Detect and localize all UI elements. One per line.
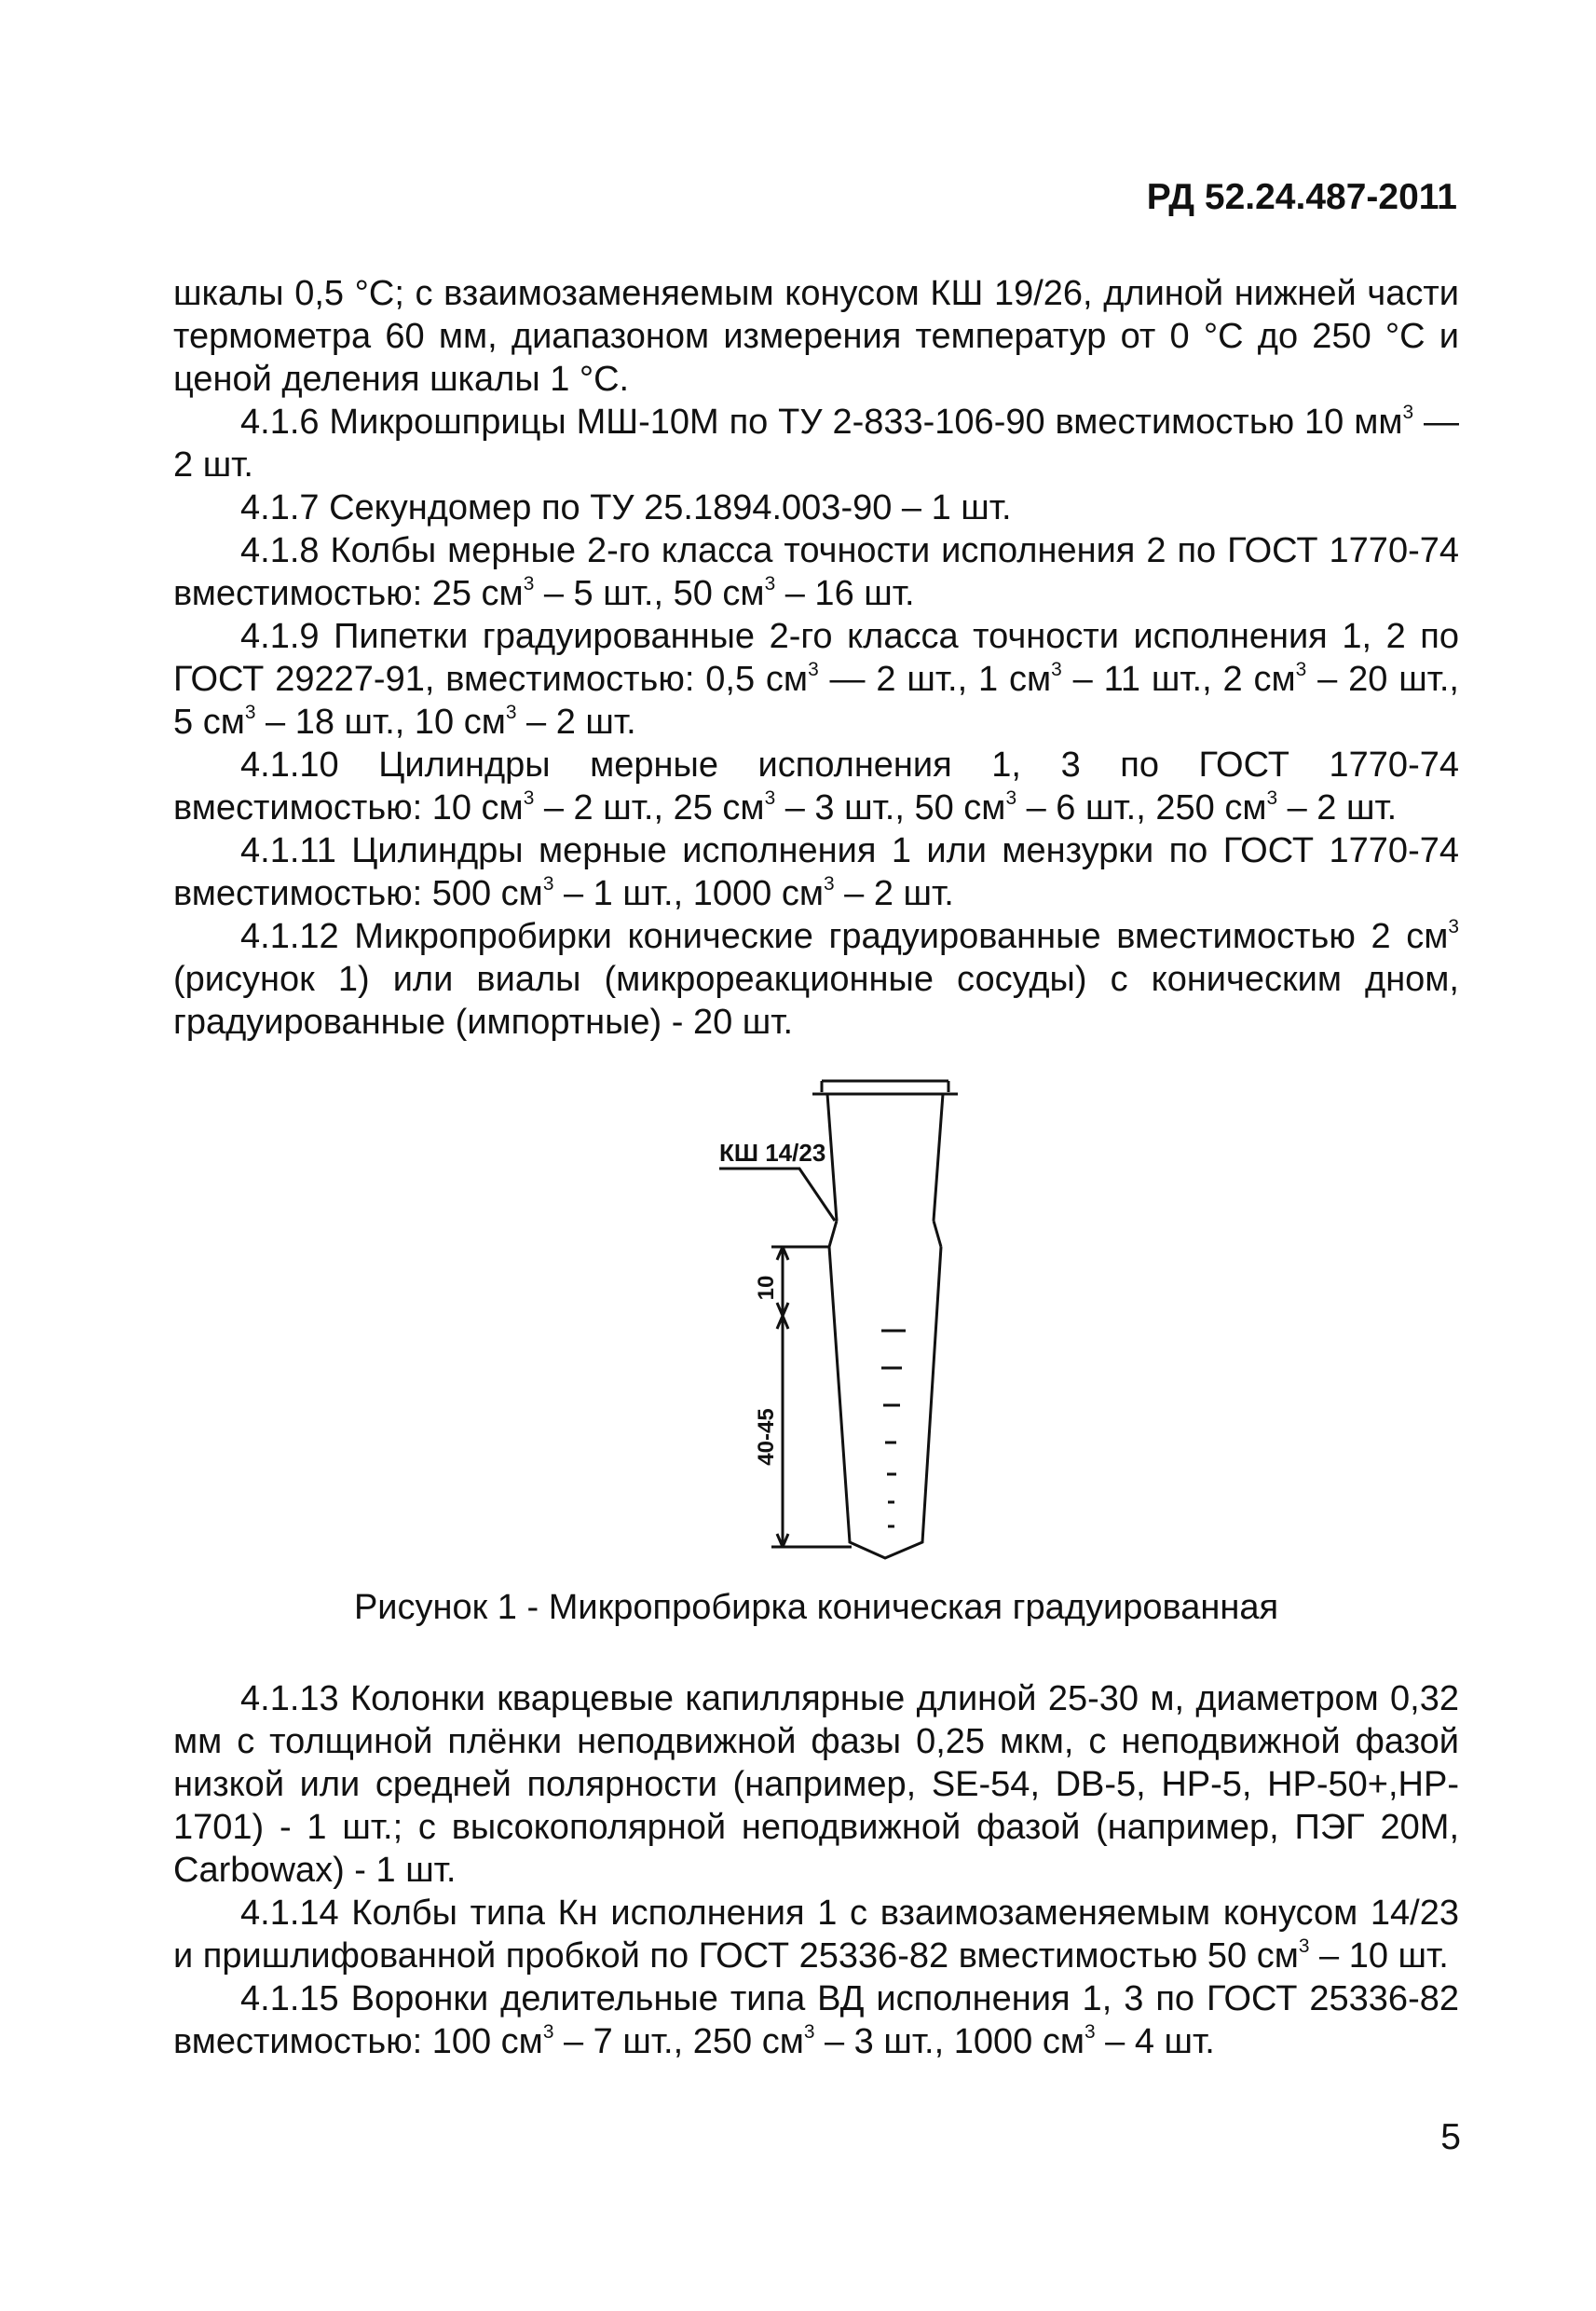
text-block-bottom (173, 1677, 1459, 2063)
tube-joint (827, 1094, 943, 1247)
paragraph-4-1-14: 4.1.14 Колбы типа Кн исполнения 1 с взаимозаменяемым конусом 14/23 и пришлифованной пробкой по ГОСТ 25336-82 вместимостью 50 $см^3 - 10$ шт. (173, 1894, 1459, 1976)
paragraph-4-1-7: 4.1.7 Секундомер по ТУ 25.1894.003-90 – 1 шт. (240, 488, 1012, 527)
text-block-top (173, 272, 1459, 1044)
dimension-bottom-label: 40-45 (754, 1408, 779, 1466)
document-code: РД 52.24.487-2011 (1146, 177, 1457, 217)
cone-label-leader (719, 1169, 835, 1221)
cone-label: КШ 14/23 (719, 1139, 826, 1167)
paragraph-4-1-6: 4.1.6 Микрошприцы МШ-10М по ТУ 2-833-106-90 вместимостью 10 $мм^3$ — 2 шт. (173, 402, 1460, 485)
paragraph-4-1-8: 4.1.8 Колбы мерные 2-го класса точности исполнения 2 по ГОСТ 1770-74 вместимостью: 25 $см^3 - 5$ шт., 50 $см^3 - 16$ шт. (173, 531, 1459, 613)
dimension-top-label: 10 (754, 1275, 779, 1301)
paragraph-continuation: шкалы 0,5 °С; с взаимозаменяемым конусом КШ 19/26, длиной нижней части термометра 60 мм, диапазоном измерения температур от 0 °С до 250 °С и ценой деления шкалы 1 °С. (173, 274, 1459, 399)
paragraph-4-1-15: 4.1.15 Воронки делительные типа ВД исполнения 1, 3 по ГОСТ 25336-82 вместимостью: 100 $см^3 - 7$ шт., 250 $см^3 - 3$ шт., 1000 $см^3 - 4$ шт. (173, 1979, 1459, 2061)
tube-body (829, 1247, 941, 1558)
microtube-figure (652, 1072, 1025, 1575)
paragraph-4-1-13: 4.1.13 Колонки кварцевые капиллярные длиной 25-30 м, диаметром 0,32 мм с толщиной плёнки неподвижной фазы 0,25 мкм, с неподвижной фазой низкой или средней полярности (например, SE-54, DB-5, HP-5, HP-50+,HP-1701) - 1 шт.; с высокополярной неподвижной фазой (например, ПЭГ 20М, Carbowax) - 1 шт. (173, 1679, 1459, 1890)
paragraph-4-1-10: 4.1.10 Цилиндры мерные исполнения 1, 3 по ГОСТ 1770-74 вместимостью: 10 $см^3 - 2$ шт., 25 $см^3 - 3$ шт., 50 $см^3 - 6$ шт., 250 $см^3 - 2$ шт. (173, 745, 1459, 827)
page-number: 5 (1440, 2117, 1461, 2157)
paragraph-4-1-9: 4.1.9 Пипетки градуированные 2-го класса точности исполнения 1, 2 по ГОСТ 29227-91, вместимостью: 0,5 $см^3$ — 2 шт., 1 $см^3 - 11$ шт., 2 $см^3 - 20$ шт., 5 $см^3 - 18$ шт., 10 $см^3 - 2$ шт. (173, 617, 1459, 742)
paragraph-4-1-11: 4.1.11 Цилиндры мерные исполнения 1 или мензурки по ГОСТ 1770-74 вместимостью: 500 $см^3 - 1$ шт., 1000 $см^3 - 2$ шт. (173, 831, 1459, 913)
tube-cap (812, 1081, 958, 1094)
paragraph-4-1-12: 4.1.12 Микропробирки конические градуированные вместимостью 2 $см^3$ (рисунок 1) или виалы (микрореакционные сосуды) с коническим дном, градуированные (импортные) - 20 шт. (173, 916, 1459, 1042)
figure-caption: Рисунок 1 - Микропробирка коническая градуированная (353, 1588, 1279, 1627)
